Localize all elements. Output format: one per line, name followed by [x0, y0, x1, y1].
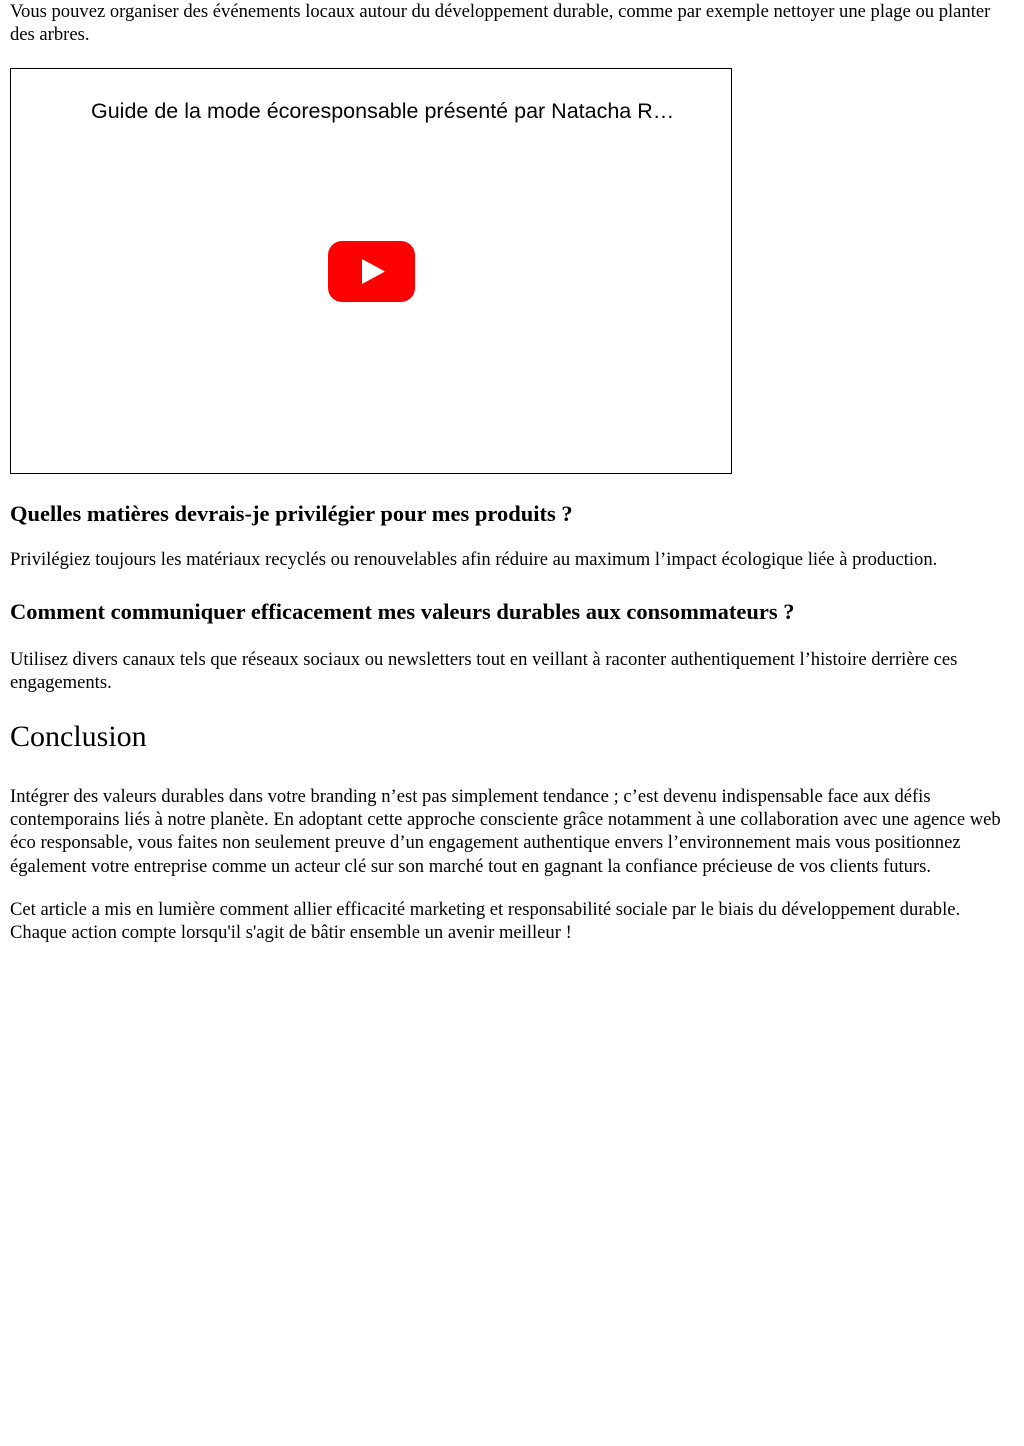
video-title[interactable]: Guide de la mode écoresponsable présenté par Natacha R…	[91, 99, 675, 124]
faq-heading-communication: Comment communiquer efficacement mes valeurs durables aux consommateurs ?	[10, 598, 795, 624]
video-embed[interactable]	[10, 68, 732, 474]
faq-heading-materials: Quelles matières devrais-je privilégier pour mes produits ?	[10, 501, 573, 527]
conclusion-heading: Conclusion	[10, 720, 147, 754]
conclusion-paragraph-1: Intégrer des valeurs durables dans votre branding n’est pas simplement tendance ; c’est devenu indispensable face aux défis contemporains liés à notre planète. En adoptant cette approche consciente grâce notamment à une collaboration avec une agence web éco responsable, vous faites non seulement preuve d’un engagement authentique envers l’environnement mais vous positionnez également votre entreprise comme un acteur clé sur son marché tout en gagnant la confiance précieuse de vos clients futurs.	[10, 786, 1001, 877]
intro-paragraph: Vous pouvez organiser des événements locaux autour du développement durable, comme par exemple nettoyer une plage ou planter des arbres.	[10, 1, 991, 46]
faq-answer-communication: Utilisez divers canaux tels que réseaux sociaux ou newsletters tout en veillant à raconter authentiquement l’histoire derrière ces engagements.	[10, 648, 958, 693]
faq-answer-materials: Privilégiez toujours les matériaux recyclés ou renouvelables afin réduire au maximum l’impact écologique liée à production.	[10, 549, 938, 571]
youtube-play-icon[interactable]	[328, 241, 415, 302]
conclusion-paragraph-2: Cet article a mis en lumière comment allier efficacité marketing et responsabilité sociale par le biais du développement durable. Chaque action compte lorsqu'il s'agit de bâtir ensemble un avenir meilleur !	[10, 898, 961, 944]
